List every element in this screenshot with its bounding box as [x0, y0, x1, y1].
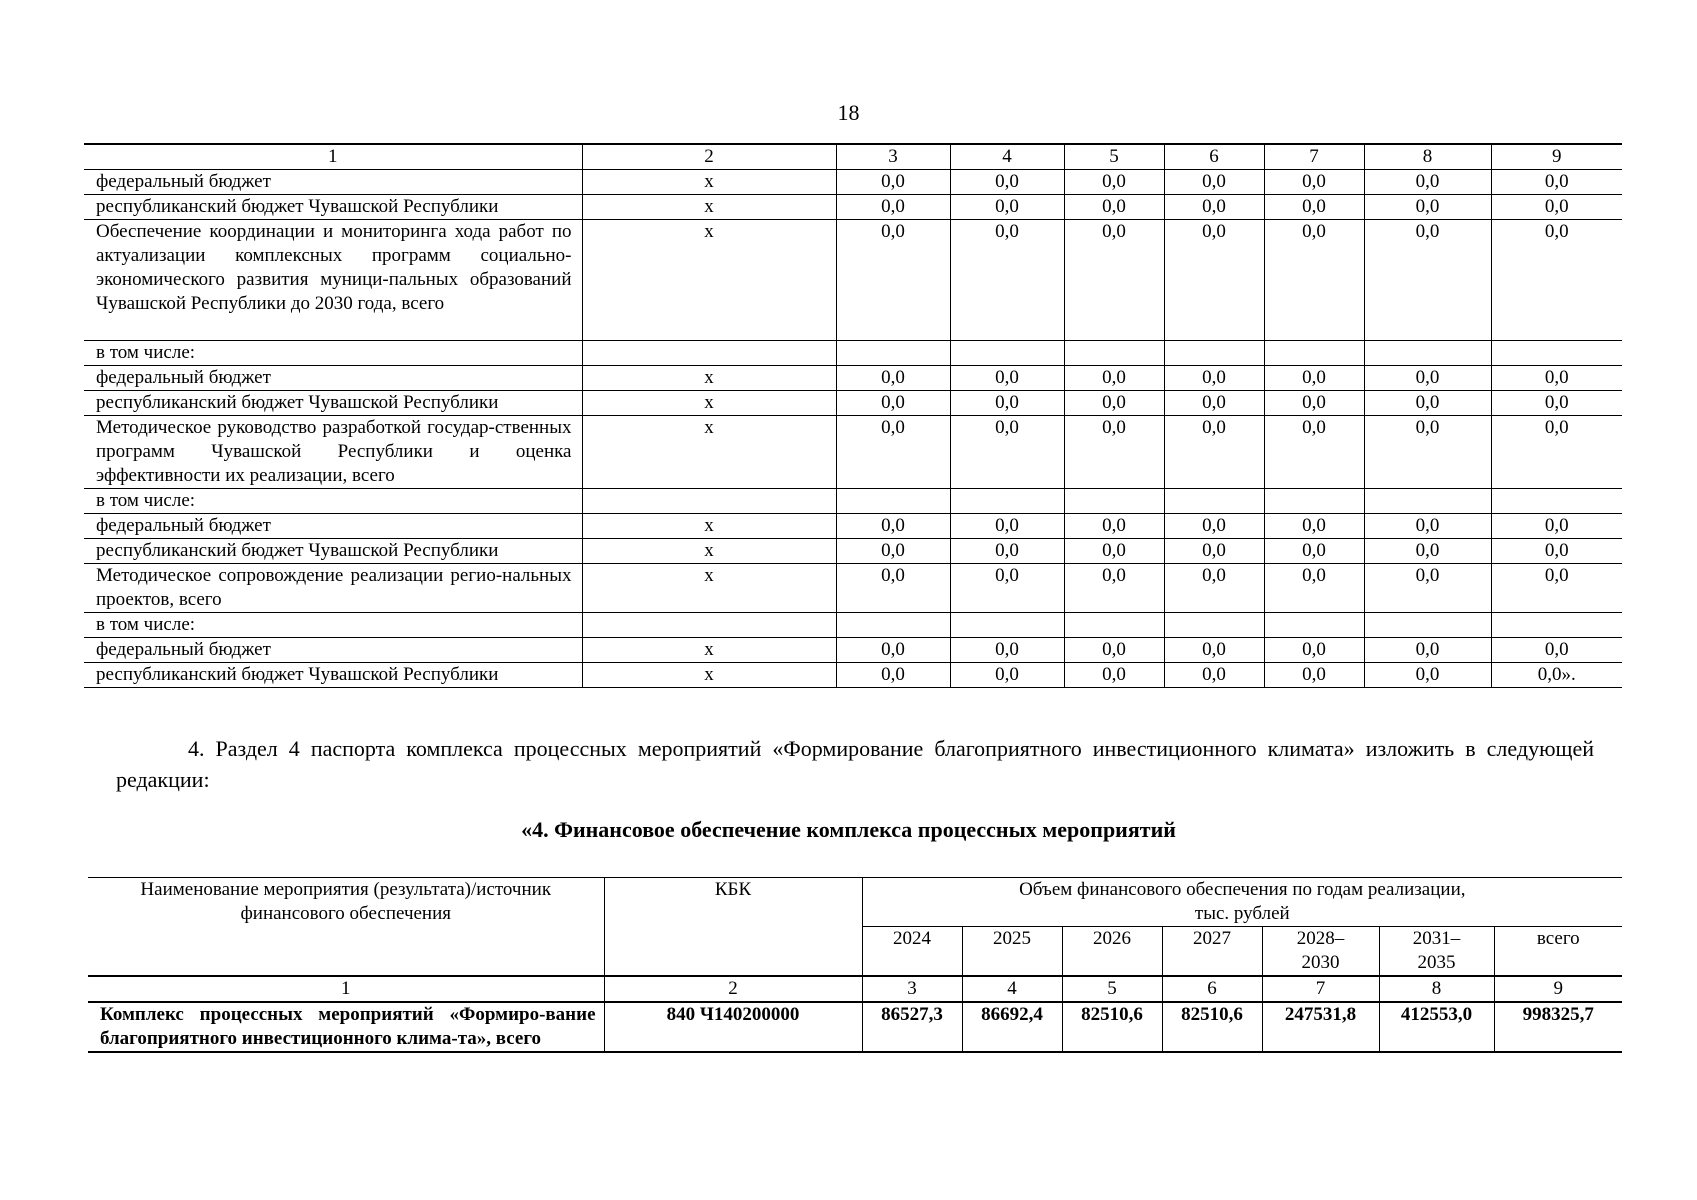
row-value: 0,0 [1064, 391, 1164, 416]
column-number-9: 9 [1491, 144, 1622, 170]
row-value: 0,0 [1064, 170, 1164, 195]
column-number-1: 1 [84, 144, 582, 170]
column-number-8: 8 [1379, 976, 1494, 1002]
complex-value: 86692,4 [962, 1002, 1062, 1052]
year-header: 2026 [1062, 927, 1162, 977]
row-value: 0,0 [836, 416, 950, 489]
column-number-2: 2 [604, 976, 862, 1002]
page-number: 18 [837, 100, 860, 125]
column-number-9: 9 [1494, 976, 1622, 1002]
column-numbers-row [88, 976, 1622, 1002]
row-value: 0,0 [1264, 366, 1364, 391]
table-header-row [84, 144, 1622, 170]
row-value [1264, 489, 1364, 514]
row-value: 0,0 [1164, 195, 1264, 220]
column-number-3: 3 [836, 144, 950, 170]
row-value: 0,0 [1164, 663, 1264, 688]
column-number-2: 2 [582, 144, 836, 170]
row-name: федеральный бюджет [84, 170, 582, 195]
col-kbk-header: КБК [604, 878, 862, 977]
row-name: республиканский бюджет Чувашской Республики [84, 195, 582, 220]
row-value: 0,0 [1164, 539, 1264, 564]
row-value: 0,0 [836, 220, 950, 341]
row-value: 0,0 [1364, 195, 1491, 220]
column-number-4: 4 [962, 976, 1062, 1002]
row-value: 0,0 [1164, 170, 1264, 195]
complex-value: 412553,0 [1379, 1002, 1494, 1052]
year-header: 2024 [862, 927, 962, 977]
row-value: 0,0 [1364, 170, 1491, 195]
row-value: 0,0 [1264, 514, 1364, 539]
table-row [84, 195, 1622, 220]
row-value: 0,0 [950, 170, 1064, 195]
complex-value: 998325,7 [1494, 1002, 1622, 1052]
row-value: 0,0 [950, 638, 1064, 663]
row-value: 0,0 [950, 539, 1064, 564]
row-value: 0,0 [1064, 514, 1164, 539]
table-row [84, 170, 1622, 195]
column-number-4: 4 [950, 144, 1064, 170]
row-kbk: x [582, 366, 836, 391]
row-value: 0,0 [1064, 564, 1164, 613]
table-row [84, 220, 1622, 341]
row-value: 0,0 [1264, 539, 1364, 564]
col-name-header: Наименование мероприятия (результата)/источник финансового обеспечения [88, 878, 604, 977]
row-value: 0,0 [1064, 220, 1164, 341]
row-value: 0,0 [1064, 195, 1164, 220]
year-header: 2028– 2030 [1262, 927, 1379, 977]
row-kbk: x [582, 170, 836, 195]
row-value [836, 341, 950, 366]
complex-total-row [88, 1002, 1622, 1052]
column-number-3: 3 [862, 976, 962, 1002]
row-value [1264, 341, 1364, 366]
row-value: 0,0 [1491, 638, 1622, 663]
row-value: 0,0 [1164, 366, 1264, 391]
row-value [1364, 489, 1491, 514]
row-value [1064, 341, 1164, 366]
row-kbk: x [582, 391, 836, 416]
row-value: 0,0 [1364, 539, 1491, 564]
row-value [1491, 341, 1622, 366]
row-value: 0,0 [1064, 539, 1164, 564]
row-value: 0,0 [836, 391, 950, 416]
row-value [950, 489, 1064, 514]
row-name: федеральный бюджет [84, 366, 582, 391]
row-value: 0,0 [1364, 638, 1491, 663]
row-value: 0,0 [1491, 416, 1622, 489]
row-kbk: x [582, 638, 836, 663]
row-value: 0,0 [1264, 638, 1364, 663]
column-number-6: 6 [1164, 144, 1264, 170]
row-value [836, 613, 950, 638]
table-row [84, 341, 1622, 366]
row-value: 0,0 [1264, 391, 1364, 416]
table-row [84, 489, 1622, 514]
row-name: в том числе: [84, 613, 582, 638]
row-value [1264, 613, 1364, 638]
row-value: 0,0 [950, 195, 1064, 220]
row-value: 0,0 [1264, 170, 1364, 195]
table-row [84, 391, 1622, 416]
row-value: 0,0 [1364, 366, 1491, 391]
row-name: в том числе: [84, 489, 582, 514]
column-number-1: 1 [88, 976, 604, 1002]
table-row [84, 539, 1622, 564]
row-value: 0,0 [836, 366, 950, 391]
complex-value: 86527,3 [862, 1002, 962, 1052]
row-name: федеральный бюджет [84, 638, 582, 663]
table-row [84, 613, 1622, 638]
row-value: 0,0». [1491, 663, 1622, 688]
row-kbk: x [582, 514, 836, 539]
row-kbk: x [582, 564, 836, 613]
row-value [1064, 489, 1164, 514]
row-kbk [582, 613, 836, 638]
row-value: 0,0 [1364, 514, 1491, 539]
row-value [950, 613, 1064, 638]
table-row [84, 514, 1622, 539]
section-title: «4. Финансовое обеспечение комплекса процессных мероприятий [521, 817, 1176, 842]
row-value: 0,0 [1491, 564, 1622, 613]
row-kbk: x [582, 539, 836, 564]
row-kbk [582, 341, 836, 366]
row-value [1164, 613, 1264, 638]
column-number-5: 5 [1062, 976, 1162, 1002]
row-value: 0,0 [1164, 416, 1264, 489]
row-value: 0,0 [1364, 220, 1491, 341]
row-value: 0,0 [1364, 416, 1491, 489]
row-value: 0,0 [1364, 391, 1491, 416]
row-value: 0,0 [1164, 514, 1264, 539]
row-name: Методическое сопровождение реализации регио-нальных проектов, всего [84, 564, 582, 613]
complex-kbk: 840 Ч140200000 [604, 1002, 862, 1052]
row-name: федеральный бюджет [84, 514, 582, 539]
year-header: всего [1494, 927, 1622, 977]
row-name: республиканский бюджет Чувашской Республики [84, 391, 582, 416]
column-number-7: 7 [1262, 976, 1379, 1002]
row-value: 0,0 [1264, 564, 1364, 613]
table-row [84, 416, 1622, 489]
row-name: в том числе: [84, 341, 582, 366]
row-value: 0,0 [1164, 220, 1264, 341]
row-value: 0,0 [1364, 663, 1491, 688]
table-row [84, 366, 1622, 391]
table-row [84, 663, 1622, 688]
row-name: Методическое руководство разработкой государ-ственных программ Чувашской Республики и оценка эффективности их реализации, всего [84, 416, 582, 489]
amendment-paragraph: 4. Раздел 4 паспорта комплекса процессных мероприятий «Формирование благоприятного инвестиционного климата» изложить в следующей редакции: [116, 736, 1594, 792]
row-name: республиканский бюджет Чувашской Республики [84, 539, 582, 564]
complex-value: 82510,6 [1062, 1002, 1162, 1052]
row-value: 0,0 [1264, 663, 1364, 688]
row-value: 0,0 [1491, 170, 1622, 195]
row-value: 0,0 [1264, 195, 1364, 220]
row-value [950, 341, 1064, 366]
column-number-5: 5 [1064, 144, 1164, 170]
row-kbk [582, 489, 836, 514]
table-row [84, 564, 1622, 613]
financing-table [88, 877, 1622, 1053]
row-value: 0,0 [1164, 391, 1264, 416]
complex-name: Комплекс процессных мероприятий «Формиро-вание благоприятного инвестиционного клима-та», всего [88, 1002, 604, 1052]
row-value: 0,0 [1264, 220, 1364, 341]
complex-value: 82510,6 [1162, 1002, 1262, 1052]
row-kbk: x [582, 416, 836, 489]
row-value [836, 489, 950, 514]
row-value: 0,0 [1264, 416, 1364, 489]
row-name: республиканский бюджет Чувашской Республики [84, 663, 582, 688]
row-value: 0,0 [836, 564, 950, 613]
row-value: 0,0 [836, 539, 950, 564]
row-kbk: x [582, 195, 836, 220]
row-value: 0,0 [1064, 663, 1164, 688]
row-value: 0,0 [1491, 539, 1622, 564]
row-value: 0,0 [950, 391, 1064, 416]
row-value: 0,0 [836, 514, 950, 539]
column-number-8: 8 [1364, 144, 1491, 170]
row-value: 0,0 [950, 564, 1064, 613]
column-number-6: 6 [1162, 976, 1262, 1002]
row-value: 0,0 [1491, 391, 1622, 416]
row-value [1064, 613, 1164, 638]
row-value [1164, 341, 1264, 366]
row-value: 0,0 [1491, 514, 1622, 539]
row-value [1491, 613, 1622, 638]
year-header: 2027 [1162, 927, 1262, 977]
row-value: 0,0 [1164, 638, 1264, 663]
col-volume-header: Объем финансового обеспечения по годам реализации, тыс. рублей [862, 878, 1622, 927]
row-value: 0,0 [836, 170, 950, 195]
row-value: 0,0 [1491, 195, 1622, 220]
row-value [1364, 613, 1491, 638]
row-value: 0,0 [1491, 366, 1622, 391]
row-value: 0,0 [836, 195, 950, 220]
row-value: 0,0 [950, 416, 1064, 489]
row-value: 0,0 [836, 638, 950, 663]
row-value: 0,0 [1491, 220, 1622, 341]
row-value: 0,0 [1064, 366, 1164, 391]
row-value: 0,0 [1064, 638, 1164, 663]
year-header: 2025 [962, 927, 1062, 977]
complex-value: 247531,8 [1262, 1002, 1379, 1052]
row-value: 0,0 [1364, 564, 1491, 613]
row-name: Обеспечение координации и мониторинга хода работ по актуализации комплексных программ социально-экономического развития муници-пальных образований Чувашской Республики до 2030 года, всего [84, 220, 582, 341]
row-value [1491, 489, 1622, 514]
budget-table-continued [84, 143, 1622, 688]
row-value: 0,0 [836, 663, 950, 688]
row-value [1164, 489, 1264, 514]
table-row [84, 638, 1622, 663]
row-value: 0,0 [1164, 564, 1264, 613]
row-value: 0,0 [950, 514, 1064, 539]
column-number-7: 7 [1264, 144, 1364, 170]
row-kbk: x [582, 220, 836, 341]
row-value: 0,0 [950, 220, 1064, 341]
row-kbk: x [582, 663, 836, 688]
row-value: 0,0 [950, 663, 1064, 688]
row-value: 0,0 [1064, 416, 1164, 489]
year-header: 2031– 2035 [1379, 927, 1494, 977]
row-value: 0,0 [950, 366, 1064, 391]
row-value [1364, 341, 1491, 366]
